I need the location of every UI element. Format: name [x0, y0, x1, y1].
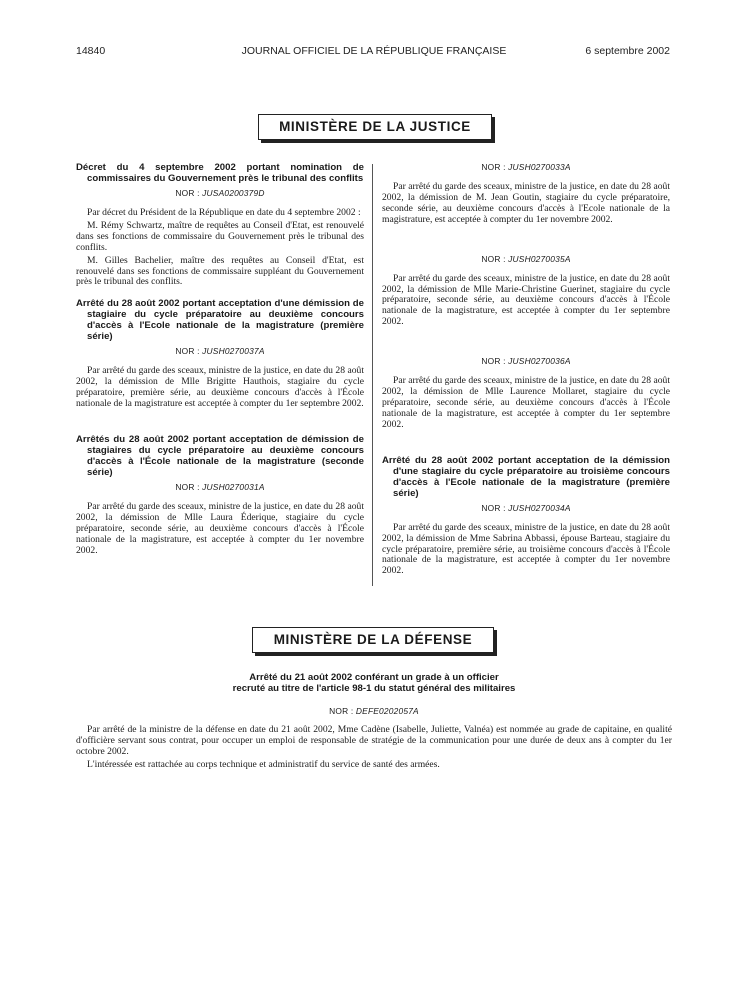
paragraph: Par arrêté du garde des sceaux, ministre de la justice, en date du 28 août 2002, la démission de Mlle Brigitte Hauthois, stagiaire du cycle préparatoire, première série, au deuxième concours d'accès à l'École nationale de la magistrature est acceptée à compter du 1er septembre 2002.: [76, 365, 364, 410]
nor-label: NOR :: [175, 481, 200, 492]
nor-reference: [382, 503, 670, 513]
column-divider: [372, 164, 373, 586]
paragraph: Par arrêté de la ministre de la défense en date du 21 août 2002, Mme Cadène (Isabelle, Juliette, Valnéa) est nommée au grade de capitaine, en qualité d'officière servant sous contrat, pour occuper un emploi de responsable de stratégie de la communication pour une durée de deux ans à compter du 1er octobre 2002.: [76, 724, 672, 757]
defense-arrete-body: [76, 725, 672, 773]
nor-reference: [76, 188, 364, 198]
paragraph: Par arrêté du garde des sceaux, ministre de la justice, en date du 28 août 2002, la démission de Mme Sabrina Abbassi, épouse Barteau, stagiaire du cycle préparatoire, première série, au troisième concours d'accès à l'École nationale de la magistrature, est acceptée à compter du 1er novembre 2002.: [382, 521, 670, 577]
nor-reference: [382, 162, 670, 172]
arrete-title: Arrêté du 28 août 2002 portant acceptation de la démission d'une stagiaire du cycle préparatoire au troisième concours d'accès à l'Ecole nationale de la magistrature (première série): [382, 454, 670, 499]
defense-title-line: Arrêté du 21 août 2002 conférant un grade à un officier: [249, 672, 499, 683]
issue-date: 6 septembre 2002: [585, 45, 670, 57]
nor-code: DEFE0202057A: [355, 706, 419, 716]
arrete-title: Arrêtés du 28 août 2002 portant acceptation de démission de stagiaires du cycle préparatoire au deuxième concours d'accès à l'École nationale de la magistrature (seconde série): [76, 433, 364, 478]
nor-label: NOR :: [481, 502, 506, 513]
nor-code: JUSH0270036A: [508, 356, 571, 367]
ministry-defense-heading: MINISTÈRE DE LA DÉFENSE: [252, 627, 494, 653]
nor-reference: [76, 482, 364, 492]
nor-code: JUSH0270031A: [202, 481, 265, 492]
nor-code: JUSH0270035A: [508, 253, 571, 264]
nor-label: NOR :: [481, 356, 506, 367]
nor-code: JUSH0270034A: [508, 502, 571, 513]
right-column: [382, 162, 670, 579]
paragraph: M. Rémy Schwartz, maître de requêtes au Conseil d'Etat, est renouvelé dans ses fonctions de commissaire du Gouvernement près le tribunal des conflits.: [76, 219, 364, 253]
journal-title: JOURNAL OFFICIEL DE LA RÉPUBLIQUE FRANÇAISE: [241, 45, 507, 57]
arrete-abbassi: [382, 455, 670, 578]
arrete-title: Arrêté du 28 août 2002 portant acceptation d'une démission de stagiaire du cycle préparatoire au deuxième concours d'accès à l'Ecole nationale de la magistrature (première série): [76, 298, 364, 343]
paragraph: Par arrêté du garde des sceaux, ministre de la justice, en date du 28 août 2002, la démission de M. Jean Goutin, stagiaire du cycle préparatoire, seconde série, au deuxième concours d'accès à l'Ecole nationale de la magistrature, est acceptée à compter du 1er novembre 2002.: [382, 181, 670, 225]
paragraph: L'intéressée est rattachée au corps technique et administratif du service de santé des armées.: [87, 758, 440, 770]
defense-title-line: recruté au titre de l'article 98-1 du statut général des militaires: [232, 683, 516, 694]
nor-reference: [382, 254, 670, 264]
arrete-hauthois: [76, 298, 364, 410]
nor-label: NOR :: [175, 346, 200, 357]
nor-reference: [76, 346, 364, 356]
nor-code: JUSA0200379D: [202, 188, 265, 198]
paragraph: Par arrêté du garde des sceaux, ministre de la justice, en date du 28 août 2002, la démission de Mlle Marie-Christine Guerinet, stagiaire du cycle préparatoire, seconde série, au deuxième concours d'accès à l'École nationale de la magistrature, est acceptée à compter du 1er septembre 2002.: [382, 272, 670, 328]
nor-label: NOR :: [175, 188, 200, 198]
paragraph: Par arrêté du garde des sceaux, ministre de la justice, en date du 28 août 2002, la démission de Mlle Laurence Mollaret, stagiaire du cycle préparatoire, seconde série, au deuxième concours d'accès à l'École nationale de la magistrature, est acceptée à compter du 1er septembre 2002.: [382, 375, 670, 430]
left-column: [76, 162, 364, 559]
nor-label: NOR :: [329, 706, 354, 716]
nor-code: JUSH0270033A: [508, 162, 571, 172]
nor-reference: [76, 706, 672, 716]
nor-reference: [382, 356, 670, 366]
paragraph: Par arrêté du garde des sceaux, ministre de la justice, en date du 28 août 2002, la démission de Mlle Laura Éderique, stagiaire du cycle préparatoire, seconde série, au deuxième concours d'accès à l'École nationale de la magistrature, est acceptée à compter du 1er novembre 2002.: [76, 500, 364, 556]
nor-label: NOR :: [481, 253, 506, 264]
nor-code: JUSH0270037A: [202, 346, 265, 357]
ministry-justice-heading: MINISTÈRE DE LA JUSTICE: [258, 114, 492, 140]
defense-arrete-title: [76, 672, 672, 694]
page-number: 14840: [76, 45, 106, 57]
decree-commissaires: [76, 162, 364, 288]
paragraph: Par décret du Président de la République en date du 4 septembre 2002 :: [87, 207, 361, 218]
arrete-mollaret: [382, 356, 670, 431]
decree-title: Décret du 4 septembre 2002 portant nomination de commissaires du Gouvernement près le tribunal des conflits: [76, 162, 364, 184]
arretes-seconde-serie: [76, 434, 364, 557]
arrete-guerinet: [382, 254, 670, 329]
nor-label: NOR :: [481, 162, 506, 172]
arrete-goutin: [382, 162, 670, 226]
paragraph: M. Gilles Bachelier, maître des requêtes au Conseil d'Etat, est renouvelé dans ses fonctions de commissaire suppléant du Gouvernement près le tribunal des conflits.: [76, 254, 364, 288]
